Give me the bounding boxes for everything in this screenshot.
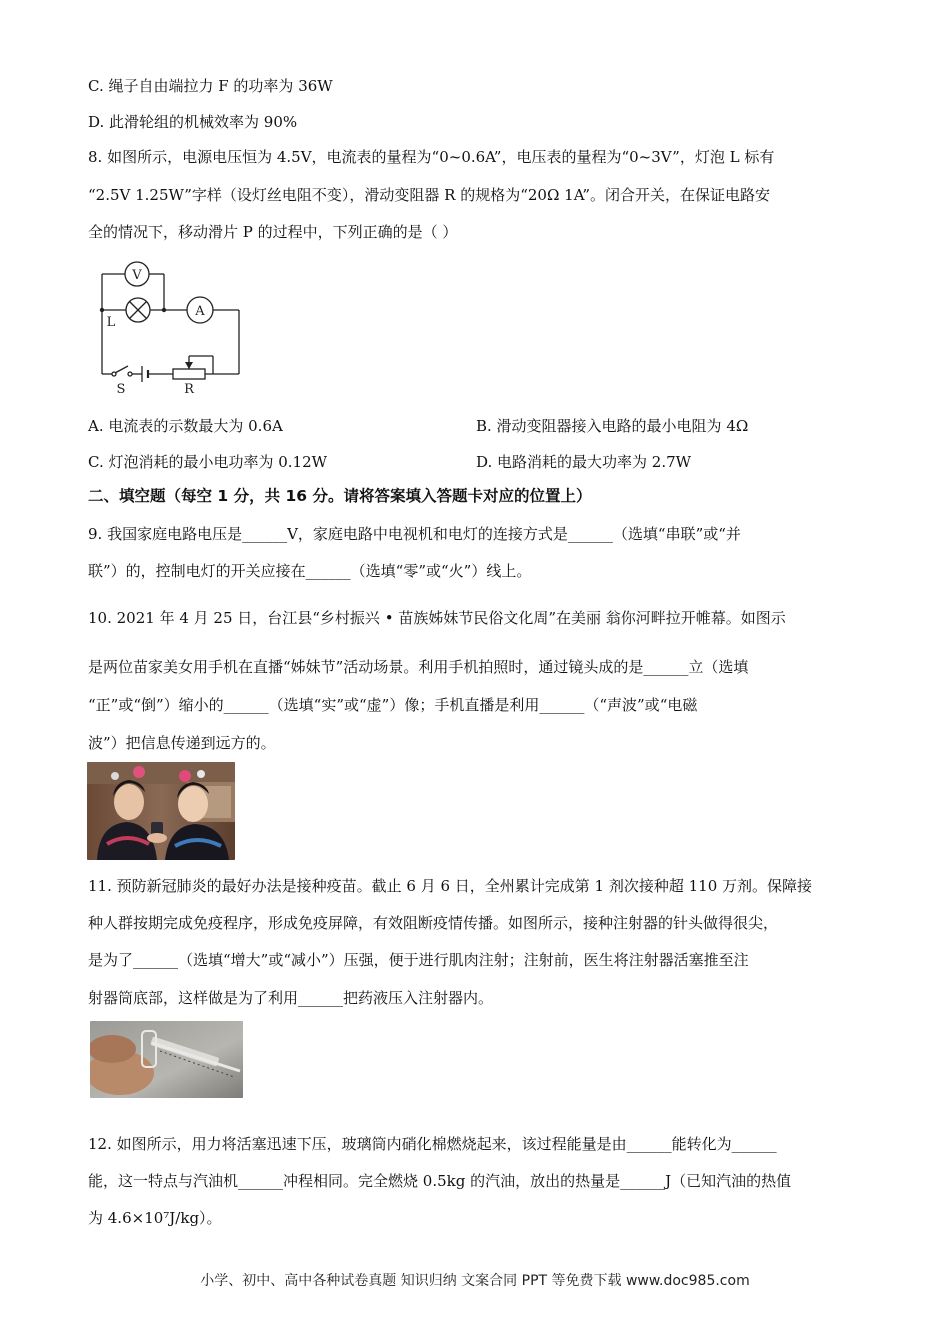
q12-line3: 为 4.6×10⁷J/kg）。: [88, 1209, 222, 1227]
q10-line4: 波”）把信息传递到远方的。: [88, 734, 276, 752]
section-heading: 二、填空题（每空 1 分，共 16 分。请将答案填入答题卡对应的位置上）: [88, 487, 592, 505]
rheostat-label: R: [184, 382, 194, 397]
q8-option-a: A. 电流表的示数最大为 0.6A: [88, 417, 283, 435]
q8-stem-line1: 8. 如图所示，电源电压恒为 4.5V，电流表的量程为“0~0.6A”，电压表的量程为“0~3V”，灯泡 L 标有: [88, 148, 775, 166]
lamp-label: L: [106, 315, 116, 330]
q10-photo: [87, 762, 235, 860]
q11-line3: 是为了______（选填“增大”或“减小”）压强，便于进行肌肉注射；注射前，医生将注射器活塞推至注: [88, 951, 749, 969]
q11-line2: 种人群按期完成免疫程序，形成免疫屏障，有效阻断疫情传播。如图所示，接种注射器的针头做得很尖，: [88, 914, 779, 932]
q11-syringe-photo: [90, 1021, 243, 1098]
q11-line4: 射器筒底部，这样做是为了利用______把药液压入注射器内。: [88, 989, 494, 1007]
q8-option-c: C. 灯泡消耗的最小电功率为 0.12W: [88, 453, 328, 471]
q12-line1: 12. 如图所示，用力将活塞迅速下压，玻璃筒内硝化棉燃烧起来，该过程能量是由______能转化为______: [88, 1135, 777, 1153]
q10-line2: 是两位苗家美女用手机在直播“姊妹节”活动场景。利用手机拍照时，通过镜头成的是______立（选填: [88, 658, 749, 676]
q11-line1: 11. 预防新冠肺炎的最好办法是接种疫苗。截止 6 月 6 日，全州累计完成第 1 剂次接种超 110 万剂。保障接: [88, 877, 813, 895]
q8-circuit-diagram: [92, 258, 252, 398]
ammeter-label: A: [195, 304, 205, 319]
q7-option-d: D. 此滑轮组的机械效率为 90%: [88, 113, 298, 131]
q8-option-d: D. 电路消耗的最大功率为 2.7W: [476, 453, 692, 471]
q10-line3: “正”或“倒”）缩小的______（选填“实”或“虚”）像；手机直播是利用______（“声波”或“电磁: [88, 696, 698, 714]
page-footer: 小学、初中、高中各种试卷真题 知识归纳 文案合同 PPT 等免费下载 www.doc985.com: [200, 1273, 750, 1289]
q8-stem-line2: “2.5V 1.25W”字样（设灯丝电阻不变），滑动变阻器 R 的规格为“20Ω 1A”。闭合开关，在保证电路安: [88, 186, 771, 204]
q9-line1: 9. 我国家庭电路电压是______V，家庭电路中电视机和电灯的连接方式是______（选填“串联”或“并: [88, 525, 741, 543]
q9-line2: 联”）的，控制电灯的开关应接在______（选填“零”或“火”）线上。: [88, 562, 532, 580]
voltmeter-label: V: [132, 268, 142, 283]
q7-option-c: C. 绳子自由端拉力 F 的功率为 36W: [88, 77, 333, 95]
switch-label: S: [116, 382, 126, 397]
q8-stem-line3: 全的情况下，移动滑片 P 的过程中，下列正确的是（ ）: [88, 223, 458, 241]
q10-line1: 10. 2021 年 4 月 25 日，台江县“乡村振兴 • 苗族姊妹节民俗文化周”在美丽 翁你河畔拉开帷幕。如图示: [88, 609, 786, 627]
q12-line2: 能，这一特点与汽油机______冲程相同。完全燃烧 0.5kg 的汽油，放出的热量是______J（已知汽油的热值: [88, 1172, 792, 1190]
q8-option-b: B. 滑动变阻器接入电路的最小电阻为 4Ω: [476, 417, 749, 435]
